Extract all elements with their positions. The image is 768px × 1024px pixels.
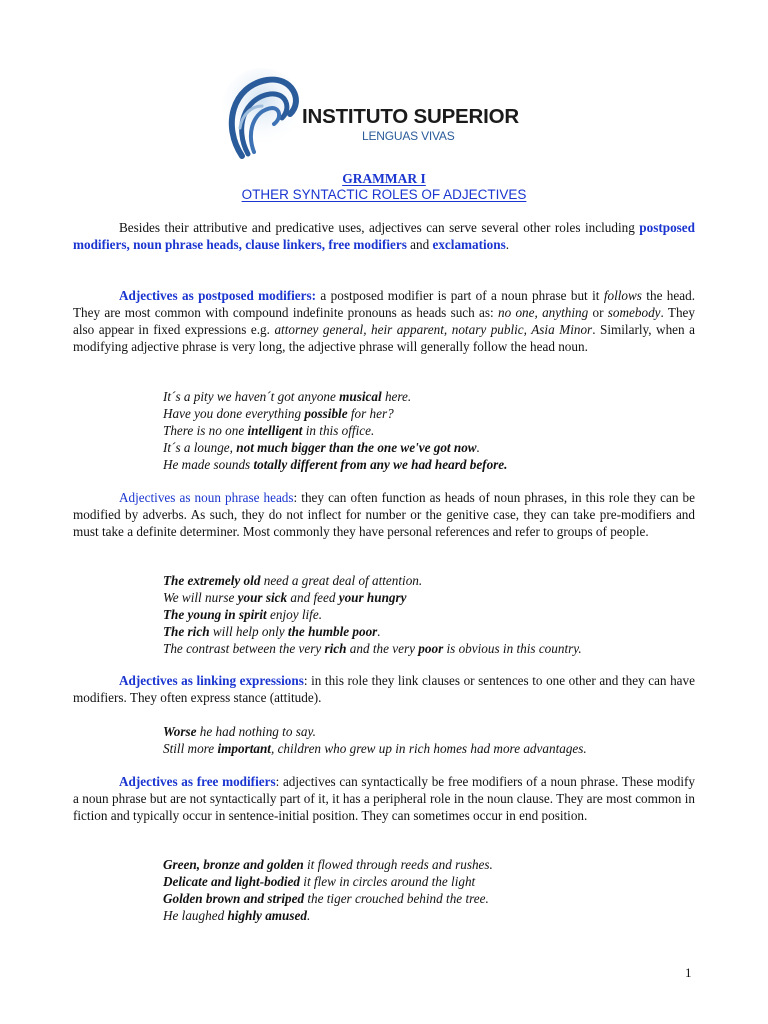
example-highlight: Golden brown and striped	[163, 891, 305, 906]
example-highlight: not much bigger than the one we've got now	[236, 440, 477, 455]
linking-text: : in this role they link clauses or sentences to one other and they can have modifiers. They often express stance (attitude).	[73, 673, 695, 705]
example-text: It´s a lounge,	[163, 440, 237, 455]
linking-label: Adjectives as linking expressions	[119, 673, 304, 688]
logo-subtitle: LENGUAS VIVAS	[362, 129, 455, 143]
postposed-text-1: a postposed modifier is part of a noun phrase but it	[316, 288, 604, 303]
linking-paragraph	[73, 672, 695, 706]
example-text: enjoy life.	[266, 607, 322, 622]
example-text: The contrast between the very	[163, 641, 325, 656]
swirl-logo-icon	[212, 66, 312, 166]
example-text: It´s a pity we haven´t got anyone	[163, 389, 340, 404]
postposed-text-4: . They also appear in fixed expressions e.g.	[73, 305, 695, 337]
example-text: for her?	[347, 406, 394, 421]
example-text: , children who grew up in rich homes had more advantages.	[270, 741, 587, 756]
example-text: .	[377, 624, 381, 639]
linking-examples	[163, 723, 683, 757]
example-text: need a great deal of attention.	[260, 573, 423, 588]
postposed-paragraph	[73, 287, 695, 355]
heads-label: Adjectives as noun phrase heads	[119, 490, 294, 505]
example-line	[163, 405, 683, 422]
example-line	[163, 388, 683, 405]
example-text: He made sounds	[163, 457, 254, 472]
example-highlight: intelligent	[247, 423, 303, 438]
example-text: He laughed	[163, 908, 228, 923]
example-line	[163, 572, 683, 589]
intro-paragraph	[73, 219, 695, 253]
example-highlight: The young in spirit	[163, 607, 267, 622]
example-text: Have you done everything	[163, 406, 305, 421]
example-highlight: Delicate and light-bodied	[163, 874, 300, 889]
example-line	[163, 890, 683, 907]
example-highlight: rich	[324, 641, 347, 656]
example-text: in this office.	[302, 423, 375, 438]
example-text: .	[476, 440, 480, 455]
heads-examples	[163, 572, 683, 657]
example-highlight: Green, bronze and golden	[163, 857, 304, 872]
example-highlight: possible	[304, 406, 348, 421]
intro-roles-last: exclamations	[432, 237, 506, 252]
example-text: it flew in circles around the light	[300, 874, 476, 889]
free-paragraph	[73, 773, 695, 824]
example-line	[163, 856, 683, 873]
example-text: and feed	[287, 590, 339, 605]
example-highlight: important	[217, 741, 271, 756]
example-text: and the very	[346, 641, 419, 656]
postposed-italic-3: attorney general, heir apparent, notary public, Asia Minor	[274, 322, 593, 337]
example-text: he had nothing to say.	[196, 724, 316, 739]
free-examples	[163, 856, 683, 924]
document-title: GRAMMAR I	[342, 171, 426, 186]
heads-text: : they can often function as heads of noun phrases, in this role they can be modified by adverbs. As such, they do not inflect for number or the genitive case, they can take pre-modifiers and must take a definite determiner. Most commonly they have personal references and refer to groups of people.	[73, 490, 696, 539]
intro-roles: postposed modifiers, noun phrase heads, clause linkers, free modifiers	[73, 220, 695, 252]
example-text: is obvious in this country.	[443, 641, 582, 656]
example-highlight: highly amused	[227, 908, 307, 923]
example-highlight: poor	[418, 641, 444, 656]
postposed-italic-follows: follows	[603, 288, 642, 303]
page-number: 1	[685, 965, 692, 980]
free-label: Adjectives as free modifiers	[119, 774, 276, 789]
example-highlight: totally different from any we had heard before.	[253, 457, 508, 472]
example-text: We will nurse	[163, 590, 238, 605]
example-text: There is no one	[163, 423, 248, 438]
example-text: .	[306, 908, 311, 923]
example-line	[163, 873, 683, 890]
example-line	[163, 439, 683, 456]
postposed-text-2: the head. They are most common with compound indefinite pronouns as heads such as:	[73, 288, 695, 320]
intro-end: .	[505, 237, 510, 252]
example-highlight: The extremely old	[163, 573, 261, 588]
intro-and: and	[406, 237, 433, 252]
postposed-label: Adjectives as postposed modifiers:	[119, 288, 317, 303]
example-highlight: your hungry	[338, 590, 407, 605]
example-highlight: your sick	[237, 590, 288, 605]
postposed-text-5: . Similarly, when a modifying adjective phrase is very long, the adjective phrase will generally follow the head noun.	[73, 322, 695, 354]
example-line	[163, 589, 683, 606]
free-text: : adjectives can syntactically be free modifiers of a noun phrase. These modify a noun phrase but are not syntactically part of it, it has a peripheral role in the noun clause. They are most common in fiction and typically occur in sentence-initial position. They can sometimes occur in end position.	[73, 774, 695, 823]
postposed-text-3: or	[588, 305, 608, 320]
document-subtitle: OTHER SYNTACTIC ROLES OF ADJECTIVES	[241, 187, 527, 202]
intro-text: Besides their attributive and predicative uses, adjectives can serve several other roles including	[119, 220, 640, 235]
example-text: the tiger crouched behind the tree.	[304, 891, 489, 906]
postposed-italic-2: somebody	[607, 305, 661, 320]
example-text: it flowed through reeds and rushes.	[303, 857, 493, 872]
logo-title: INSTITUTO SUPERIOR	[302, 105, 519, 128]
example-line	[163, 907, 683, 924]
example-line	[163, 623, 683, 640]
example-line	[163, 723, 683, 740]
heads-paragraph	[73, 489, 695, 540]
postposed-italic-1: no one, anything	[497, 305, 589, 320]
example-line	[163, 606, 683, 623]
example-highlight: the humble poor	[287, 624, 378, 639]
example-text: will help only	[209, 624, 288, 639]
example-line	[163, 740, 683, 757]
example-highlight: The rich	[163, 624, 210, 639]
example-highlight: Worse	[163, 724, 197, 739]
example-highlight: musical	[339, 389, 382, 404]
example-text: here.	[381, 389, 412, 404]
example-text: Still more	[163, 741, 218, 756]
institute-logo	[212, 66, 532, 166]
example-line	[163, 456, 683, 473]
example-line	[163, 640, 683, 657]
postposed-examples	[163, 388, 683, 473]
example-line	[163, 422, 683, 439]
